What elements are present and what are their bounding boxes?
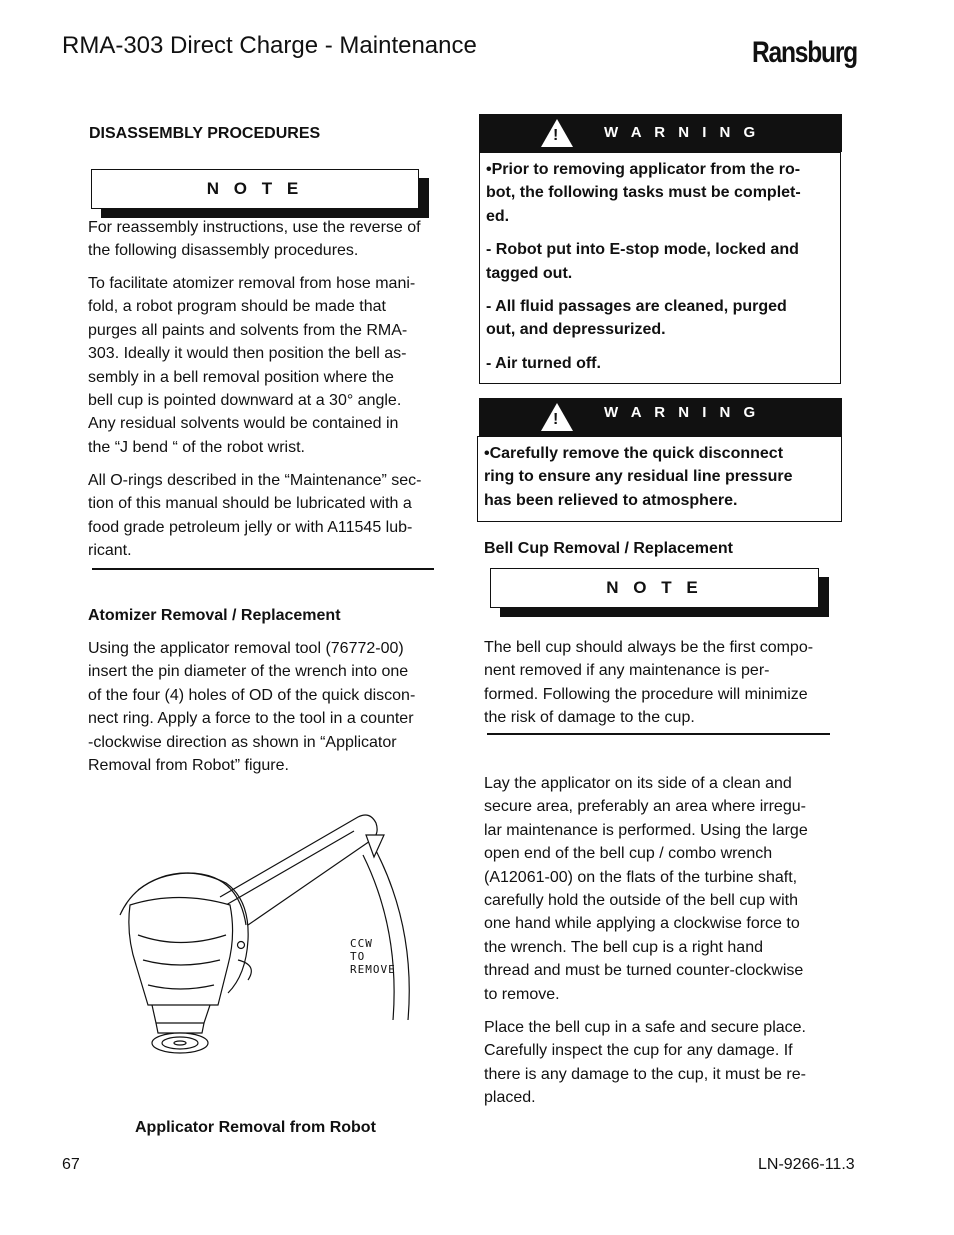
- text-line: food grade petroleum jelly or with A11545 lub-: [88, 518, 413, 536]
- para-facilitate: [88, 272, 448, 459]
- atomizer-heading: Atomizer Removal / Replacement: [88, 607, 341, 624]
- text-line: bell cup is pointed downward at a 30° angle.: [88, 392, 402, 410]
- text-line: sembly in a bell removal position where the: [88, 368, 394, 386]
- text-line: fold, a robot program should be made that: [88, 298, 386, 316]
- brand-logo: Ransburg: [752, 36, 857, 69]
- text-line: For reassembly instructions, use the reverse of: [88, 219, 421, 236]
- text-line: formed. Following the procedure will minimize: [484, 685, 808, 703]
- text-line: To facilitate atomizer removal from hose mani-: [88, 275, 416, 292]
- figure-label-to: TO: [350, 950, 366, 963]
- warning-banner-2: [479, 398, 842, 436]
- text-line: nent removed if any maintenance is per-: [484, 662, 770, 680]
- warning-exclamation-icon: !: [553, 411, 563, 428]
- text-line: the risk of damage to the cup.: [484, 709, 695, 727]
- figure-label-ccw: CCW: [350, 937, 373, 950]
- text-line: insert the pin diameter of the wrench into one: [88, 663, 409, 681]
- applicator-removal-figure: [108, 805, 428, 1060]
- text-line: the following disassembly procedures.: [88, 242, 359, 260]
- text-line: lar maintenance is performed. Using the large: [484, 821, 808, 839]
- text-line: one hand while applying a clockwise force to: [484, 915, 800, 933]
- text-line: the wrench. The bell cup is a right hand: [484, 938, 763, 956]
- text-line: to remove.: [484, 985, 560, 1003]
- text-line: All O-rings described in the “Maintenance” sec-: [88, 472, 422, 489]
- para-reassembly: [88, 216, 448, 263]
- text-line: Any residual solvents would be contained in: [88, 415, 399, 433]
- text-line: purges all paints and solvents from the RMA-: [88, 321, 408, 339]
- text-line: -clockwise direction as shown in “Applicator: [88, 733, 397, 751]
- document-id: LN-9266-11.3: [758, 1156, 855, 1173]
- section-divider: [92, 568, 434, 570]
- warning-body-1: [479, 152, 841, 384]
- note-box-right: [490, 568, 829, 617]
- text-line: tion of this manual should be lubricated with a: [88, 495, 412, 513]
- note-label: N O T E: [91, 169, 419, 209]
- warning-label: W A R N I N G: [604, 404, 760, 421]
- warning-item: •Prior to removing applicator from the ro- bot, the following tasks must be complet- ed.: [486, 161, 801, 225]
- warning-label: W A R N I N G: [604, 124, 760, 141]
- para-lay: [484, 772, 846, 1006]
- note-box-left: [91, 169, 429, 218]
- text-line: of the four (4) holes of OD of the quick discon-: [88, 686, 416, 704]
- para-atomizer: [88, 637, 450, 777]
- text-line: carefully hold the outside of the bell cup with: [484, 892, 798, 910]
- para-place: [484, 1016, 846, 1110]
- figure-caption: Applicator Removal from Robot: [135, 1119, 376, 1136]
- note-label: N O T E: [490, 568, 819, 608]
- text-line: Place the bell cup in a safe and secure place.: [484, 1019, 806, 1036]
- page-number: 67: [62, 1156, 80, 1173]
- text-line: Carefully inspect the cup for any damage. If: [484, 1042, 793, 1060]
- disassembly-heading: DISASSEMBLY PROCEDURES: [89, 125, 321, 142]
- text-line: the “J bend “ of the robot wrist.: [88, 438, 305, 456]
- warning-item: •Carefully remove the quick disconnect ring to ensure any residual line pressure has been relieved to atmosphere.: [484, 445, 793, 509]
- bellcup-heading: Bell Cup Removal / Replacement: [484, 540, 733, 557]
- warning-item: - Robot put into E-stop mode, locked and tagged out.: [486, 241, 799, 282]
- para-orings: [88, 469, 450, 563]
- text-line: thread and must be turned counter-clockwise: [484, 962, 804, 980]
- text-line: The bell cup should always be the first compo-: [484, 639, 814, 656]
- text-line: ricant.: [88, 542, 132, 560]
- text-line: (A12061-00) on the flats of the turbine shaft,: [484, 868, 798, 886]
- warning-body-2: [477, 436, 842, 522]
- warning-banner-1: [479, 114, 842, 152]
- para-bellcup-first: [484, 636, 846, 730]
- text-line: secure area, preferably an area where irregu-: [484, 798, 806, 816]
- text-line: placed.: [484, 1089, 536, 1107]
- warning-item: - All fluid passages are cleaned, purged out, and depressurized.: [486, 298, 787, 339]
- warning-exclamation-icon: !: [553, 127, 563, 144]
- text-line: Using the applicator removal tool (76772-00): [88, 640, 404, 657]
- text-line: Lay the applicator on its side of a clean and: [484, 775, 792, 792]
- text-line: Removal from Robot” figure.: [88, 757, 289, 775]
- text-line: nect ring. Apply a force to the tool in a counter: [88, 710, 414, 728]
- page-title: RMA-303 Direct Charge - Maintenance: [62, 32, 477, 59]
- text-line: 303. Ideally it would then position the bell as-: [88, 345, 407, 363]
- figure-label-remove: REMOVE: [350, 963, 396, 976]
- warning-item: - Air turned off.: [486, 354, 601, 372]
- section-divider: [487, 733, 830, 735]
- text-line: there is any damage to the cup, it must be re-: [484, 1065, 806, 1083]
- text-line: open end of the bell cup / combo wrench: [484, 845, 773, 863]
